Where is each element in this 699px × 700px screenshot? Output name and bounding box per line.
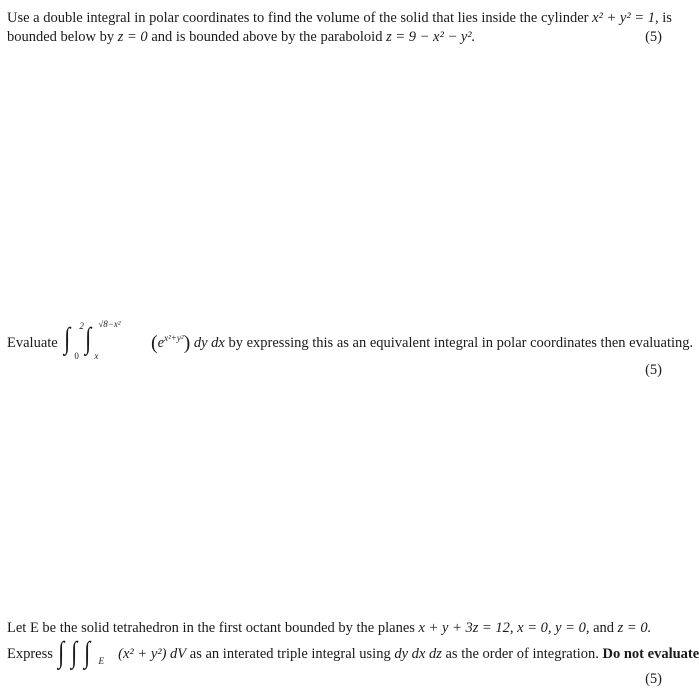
problem-1-cylinder-equation: x² + y² = 1	[592, 10, 655, 26]
problem-1-text-2: bounded below by	[7, 29, 115, 45]
integral-sign-3: ∫	[83, 636, 90, 669]
inner-integral-sign: ∫	[85, 322, 92, 355]
problem-2-suffix: by expressing this as an equivalent integral in polar coordinates then evaluating.	[228, 335, 694, 351]
problem-3-line-1	[7, 620, 651, 637]
inner-upper-limit: √8−x²	[98, 319, 121, 329]
problem-2-marks: (5)	[645, 362, 662, 378]
problem-3-marks: (5)	[645, 671, 662, 687]
problem-1-lower-bound: z = 0	[117, 29, 148, 45]
problem-1-line-1	[7, 10, 672, 27]
do-not-evaluate-note: Do not evaluate	[602, 646, 699, 662]
problem-3-planes: x + y + 3z = 12, x = 0, y = 0,	[418, 620, 590, 636]
triple-integrand: (x² + y²) dV	[118, 646, 187, 662]
problem-2-line	[7, 319, 694, 362]
triple-integral	[57, 636, 115, 669]
problem-2-prefix: Evaluate	[7, 335, 58, 351]
problem-1-text-tail: , is	[654, 10, 672, 26]
problem-1-paraboloid: z = 9 − x² − y².	[386, 29, 476, 45]
outer-integral-sign: ∫	[64, 322, 71, 355]
integrand: $(e^{x^2+y^2})$ dy dx by expressing this as an equivalent integral in polar coordinates then evaluating.	[150, 332, 694, 354]
problem-3-and: and	[593, 620, 615, 636]
inner-lower-limit: x	[94, 351, 99, 361]
problem-1-line-2	[7, 29, 475, 46]
problem-1-text: Use a double integral in polar coordinates to find the volume of the solid that lies inside the cylinder	[7, 10, 589, 26]
integral-sign-2: ∫	[70, 636, 77, 669]
problem-3-text: Let E be the solid tetrahedron in the first octant bounded by the planes	[7, 620, 415, 636]
problem-3-mid: as an interated triple integral using	[189, 646, 391, 662]
integral-sign-1: ∫	[57, 636, 64, 669]
region-label: E	[98, 656, 105, 666]
integrand-exponent: x²+y²	[164, 333, 184, 343]
problem-3-plane-z: z = 0.	[617, 620, 652, 636]
problem-3-prefix: Express	[7, 646, 53, 662]
outer-upper-limit: 2	[79, 321, 84, 331]
double-integral	[61, 319, 121, 362]
problem-3-tail: as the order of integration.	[445, 646, 599, 662]
outer-lower-limit: 0	[74, 351, 79, 361]
integration-order: dy dx dz	[394, 646, 442, 662]
problem-1-marks: (5)	[645, 29, 662, 45]
problem-1-text-3: and is bounded above by the paraboloid	[151, 29, 383, 45]
problem-3-line-2	[7, 636, 699, 670]
integrand-base: e	[157, 335, 165, 351]
differentials: dy dx	[193, 335, 225, 351]
